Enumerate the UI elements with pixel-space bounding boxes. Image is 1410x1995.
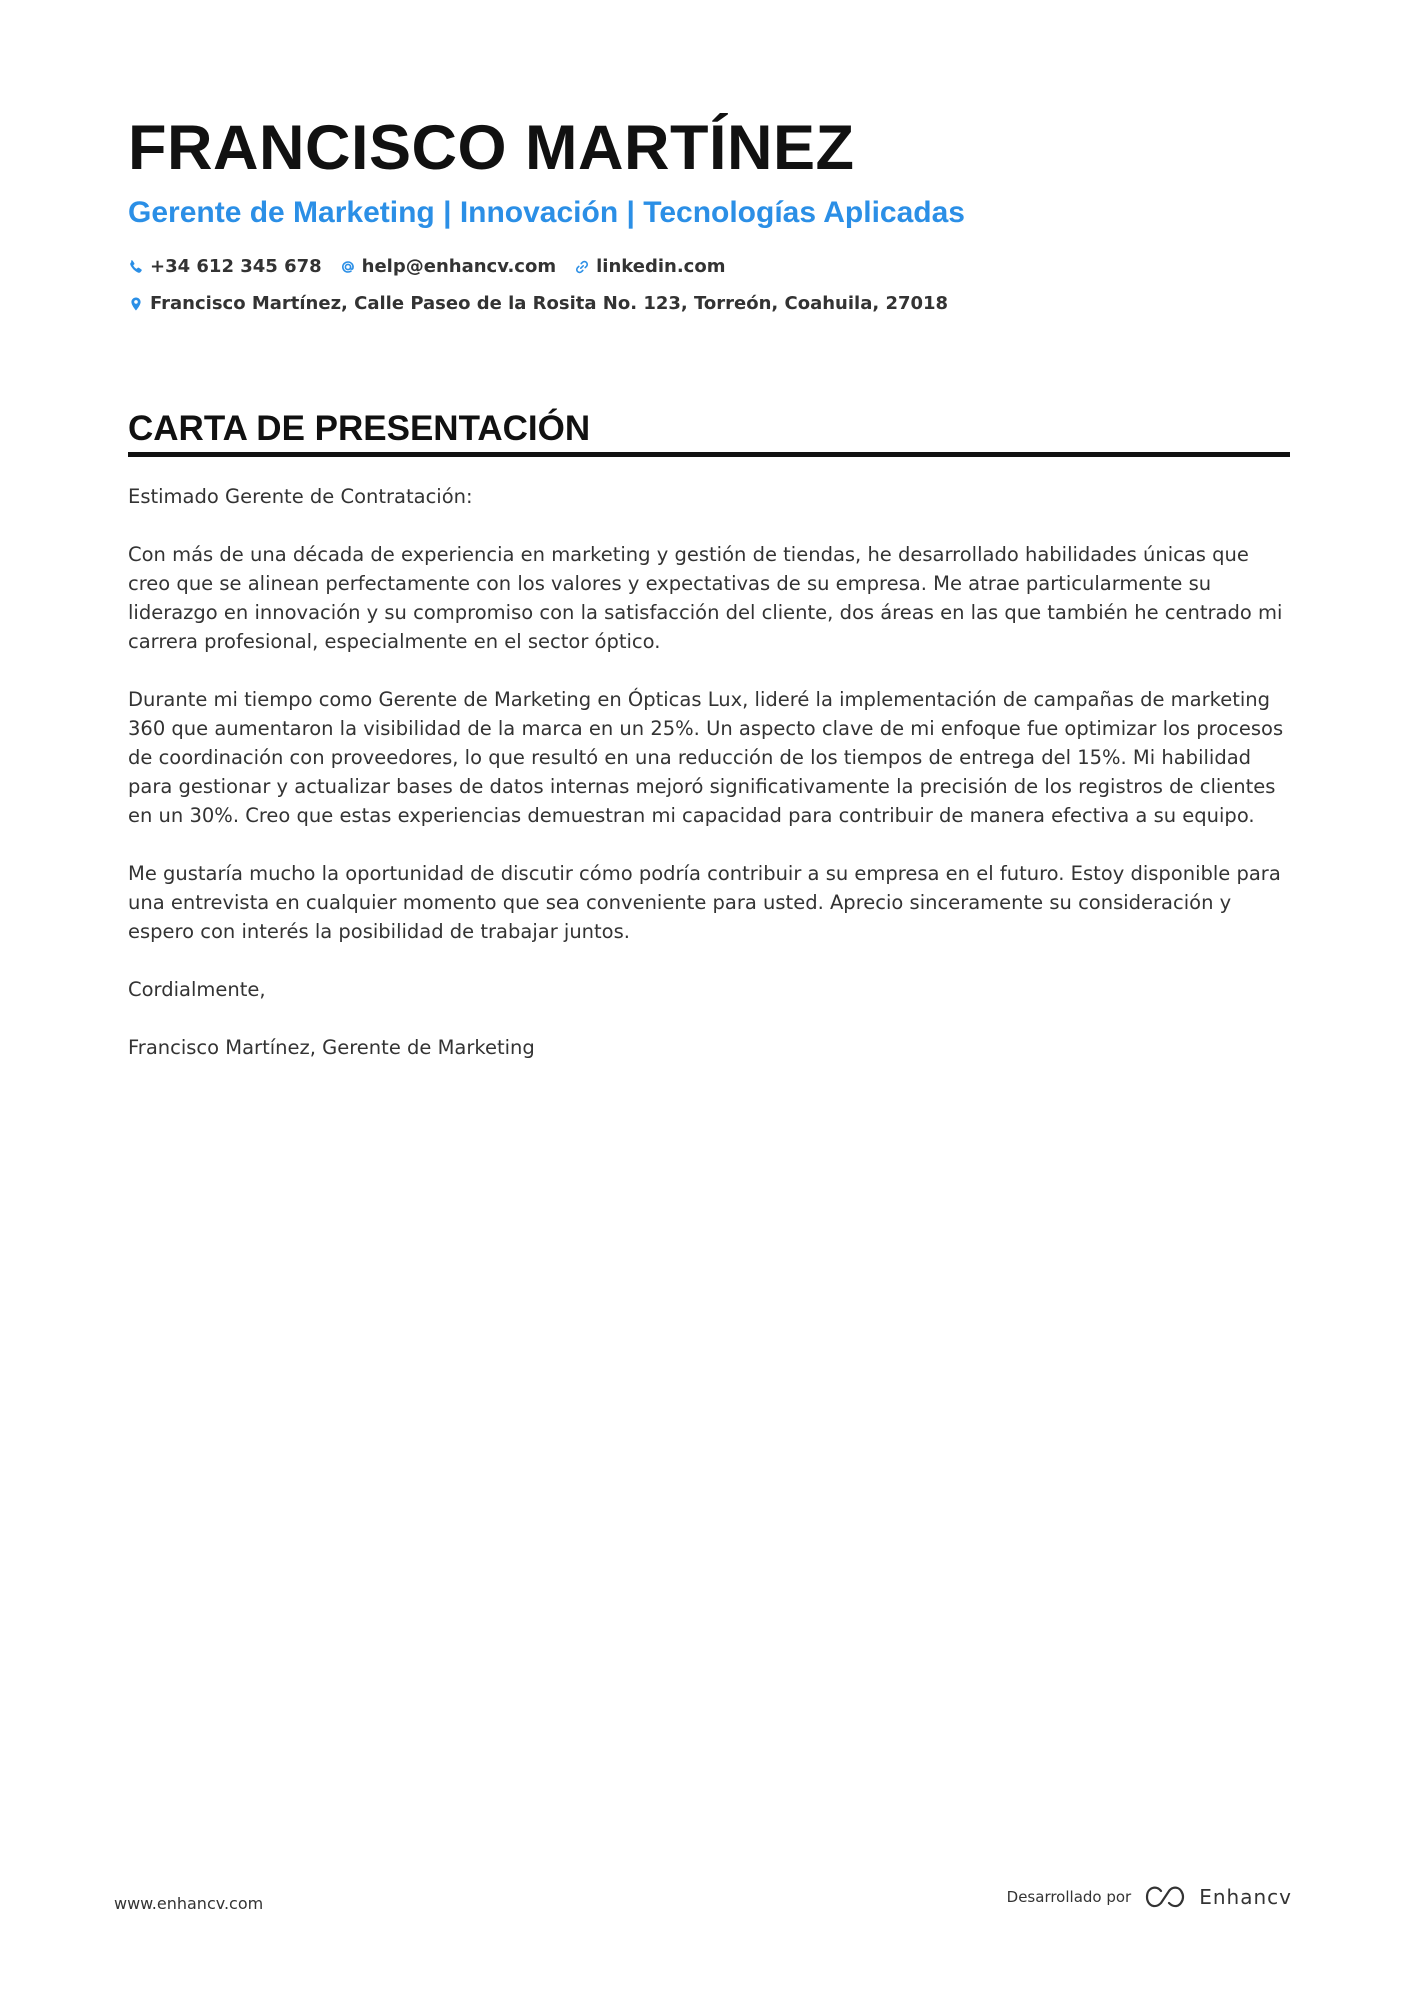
at-icon <box>340 259 356 275</box>
letter-signature: Francisco Martínez, Gerente de Marketing <box>128 1036 535 1059</box>
contact-linkedin[interactable] <box>574 256 725 277</box>
address-row <box>128 293 1288 314</box>
phone-text: +34 612 345 678 <box>150 256 322 277</box>
powered-by-label: Desarrollado por <box>1006 1888 1132 1906</box>
footer-website[interactable]: www.enhancv.com <box>114 1894 264 1913</box>
section-title: CARTA DE PRESENTACIÓN <box>128 409 591 448</box>
letter-paragraph: Me gustaría mucho la oportunidad de discutir cómo podría contribuir a su empresa en el futuro. Estoy disponible para una entrevista en cualquier momento que sea conveniente para usted. Aprecio sinceramente su consideración y espero con interés la posibilidad de trabajar juntos. <box>128 862 1281 943</box>
link-icon <box>574 259 590 275</box>
letter-closing: Cordialmente, <box>128 978 266 1001</box>
cover-letter-section <box>128 408 1290 1091</box>
section-divider <box>128 452 1290 457</box>
contact-email[interactable] <box>340 256 556 277</box>
email-text: help@enhancv.com <box>361 256 557 277</box>
letter-paragraph: Durante mi tiempo como Gerente de Marketing en Ópticas Lux, lideré la implementación de campañas de marketing 360 que aumentaron la visibilidad de la marca en un 25%. Un aspecto clave de mi enfoque fue optimizar los procesos de coordinación con proveedores, lo que resultó en una reducción de los tiempos de entrega del 15%. Mi habilidad para gestionar y actualizar bases de datos internas mejoró significativamente la precisión de los registros de clientes en un 30%. Creo que estas experiencias demuestran mi capacidad para contribuir de manera efectiva a su equipo. <box>128 688 1284 827</box>
contact-row <box>128 256 1288 277</box>
enhancv-logo-icon <box>1143 1884 1191 1910</box>
address-text: Francisco Martínez, Calle Paseo de la Rosita No. 123, Torreón, Coahuila, 27018 <box>150 293 949 314</box>
location-pin-icon <box>128 296 144 312</box>
header <box>128 108 1288 314</box>
contact-address <box>128 293 948 314</box>
letter-body <box>128 482 1290 1062</box>
letter-greeting: Estimado Gerente de Contratación: <box>128 485 473 508</box>
brand-name: Enhancv <box>1199 1885 1292 1909</box>
footer-branding <box>1007 1884 1292 1910</box>
linkedin-text: linkedin.com <box>596 256 726 277</box>
contact-phone <box>128 256 322 277</box>
candidate-name: FRANCISCO MARTÍNEZ <box>128 113 855 183</box>
phone-icon <box>128 259 144 275</box>
letter-paragraph: Con más de una década de experiencia en marketing y gestión de tiendas, he desarrollado habilidades únicas que creo que se alinean perfectamente con los valores y expectativas de su empresa. Me atrae particularmente su liderazgo en innovación y su compromiso con la satisfacción del cliente, dos áreas en las que también he centrado mi carrera profesional, especialmente en el sector óptico. <box>128 543 1283 653</box>
headline: Gerente de Marketing | Innovación | Tecnologías Aplicadas <box>128 196 965 229</box>
